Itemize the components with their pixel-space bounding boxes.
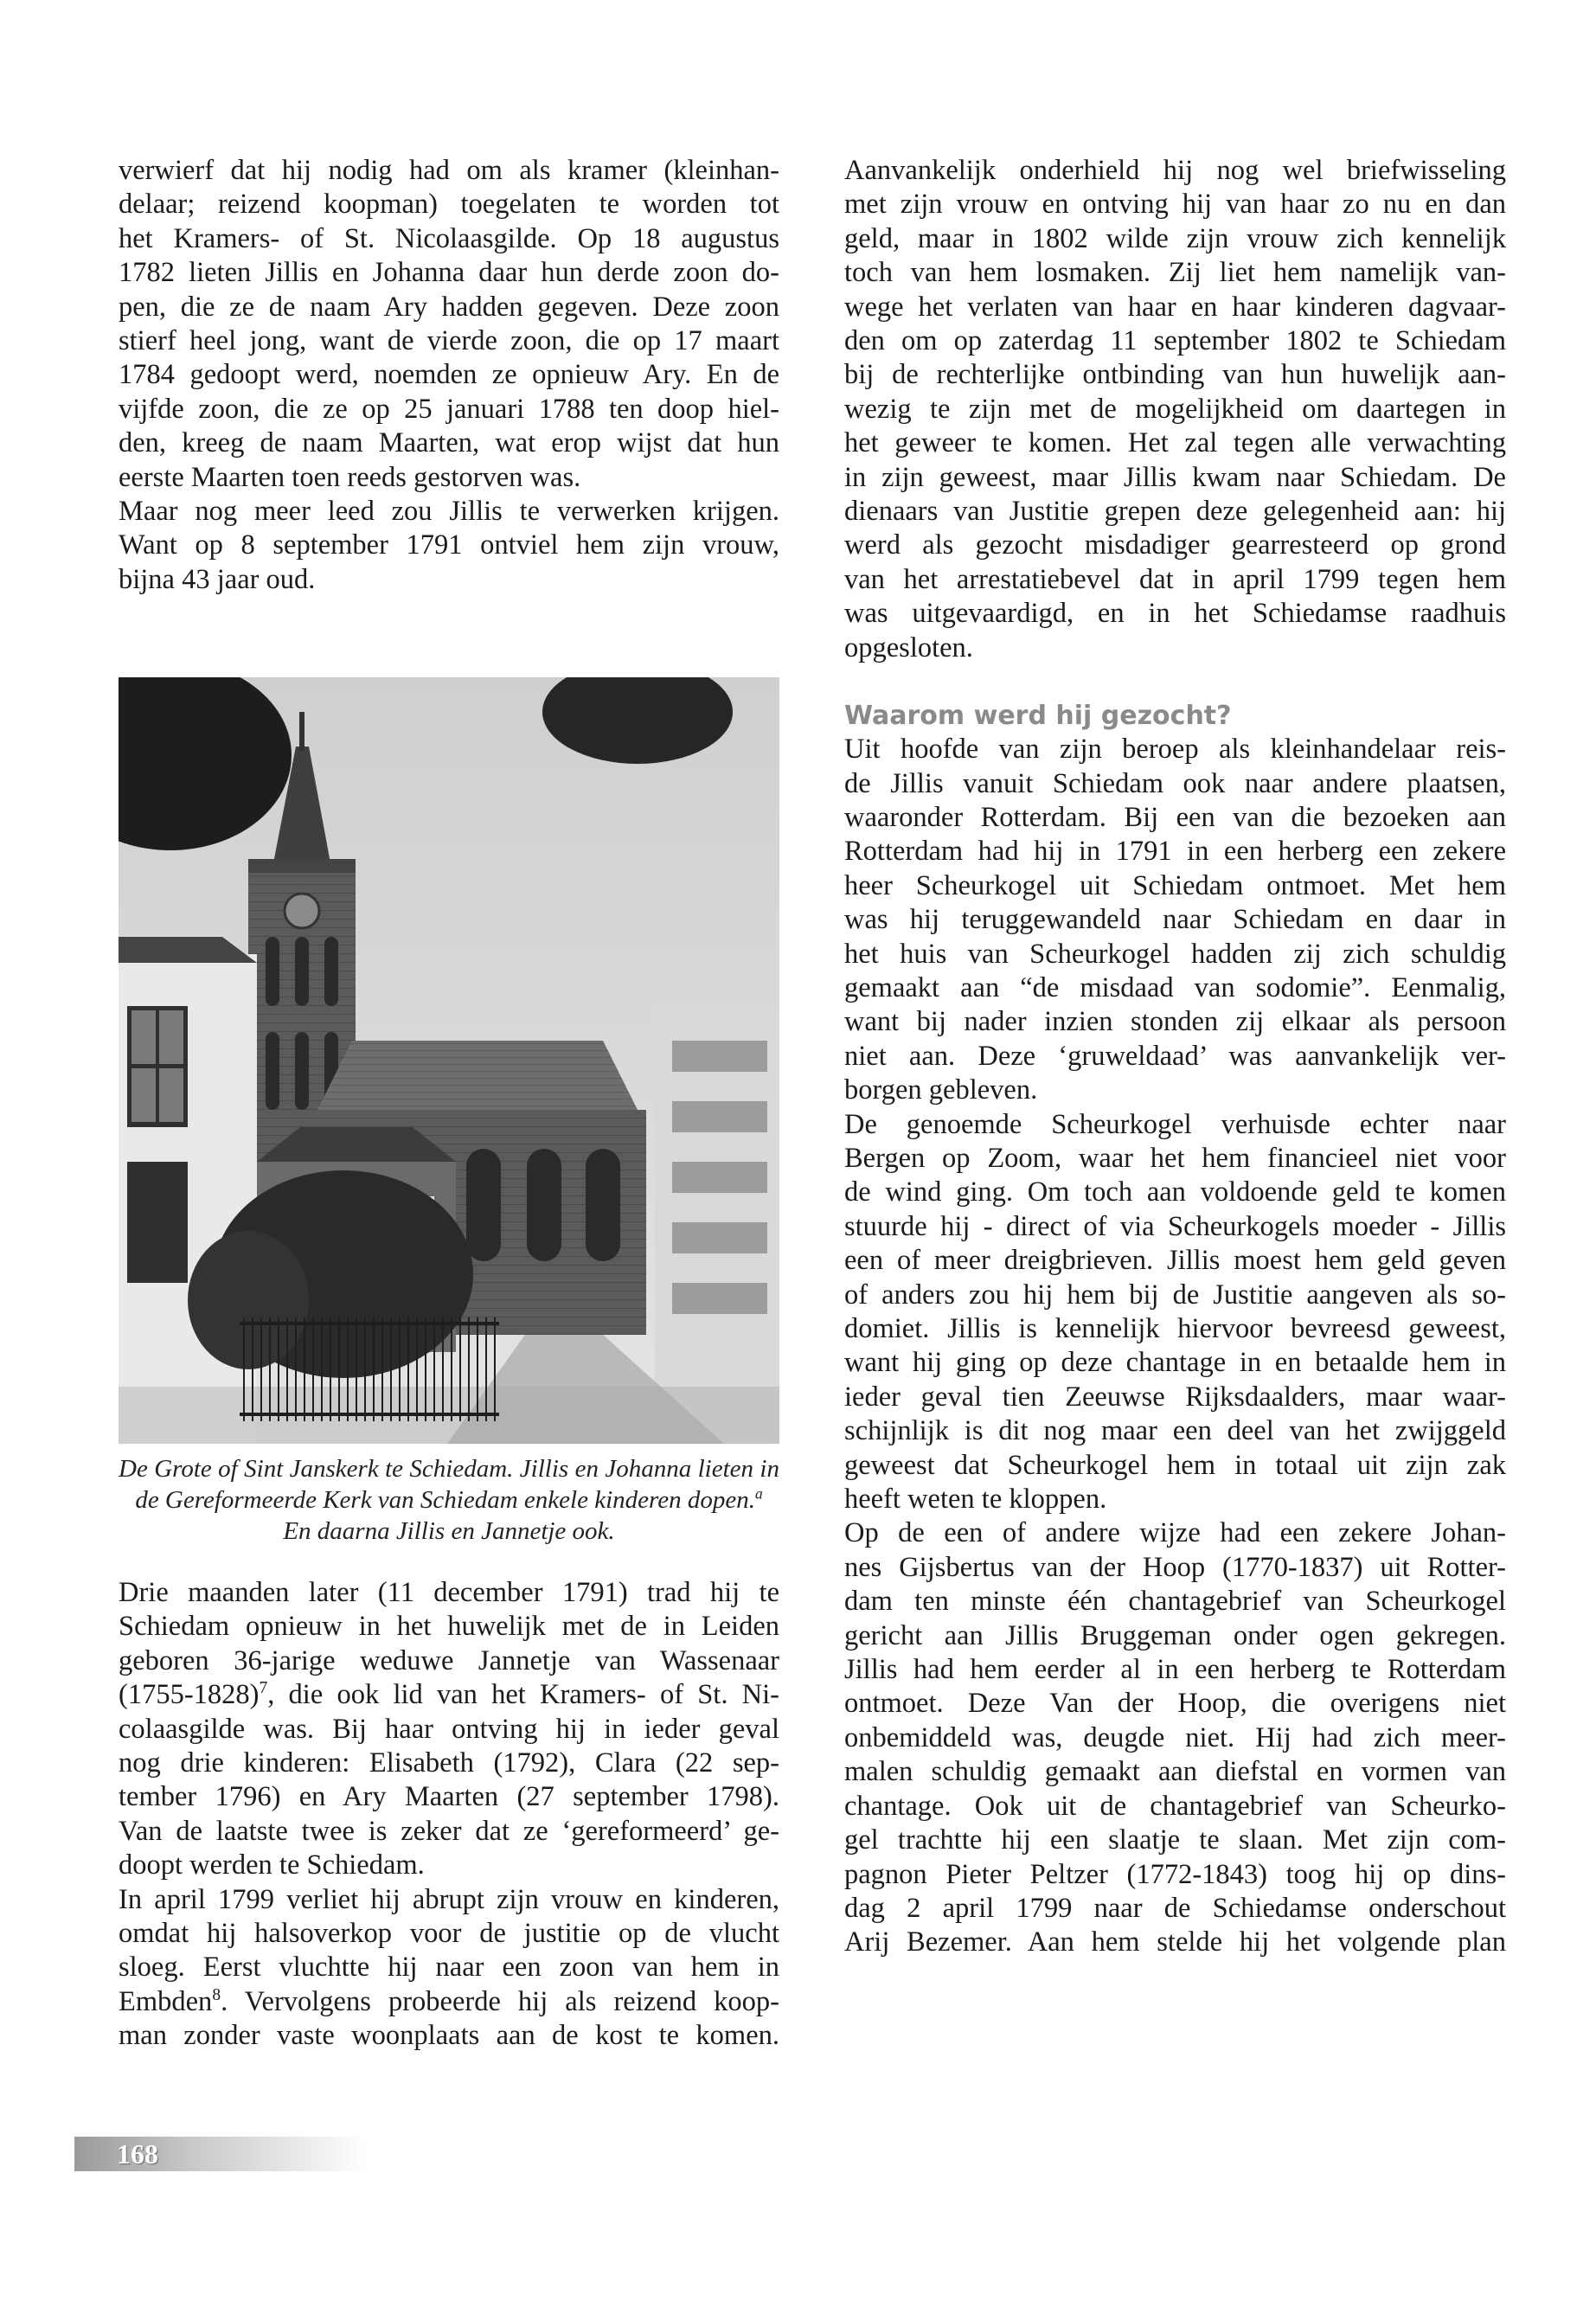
text-line: dienaars van Justitie grepen deze gelegenheid aan: hij <box>844 496 1506 528</box>
text-line: de Jillis vanuit Schiedam ook naar andere plaatsen, <box>844 767 1506 799</box>
text-line: opgesloten. <box>844 631 973 663</box>
text-line: stierf heel jong, want de vierde zoon, die op 17 maart <box>119 325 779 357</box>
text-line: man zonder vaste woonplaats aan de kost te komen. <box>119 2020 779 2052</box>
text-line: doopt werden te Schiedam. <box>119 1849 425 1881</box>
text-line: want hij ging op deze chantage in en betaalde hem in <box>844 1347 1506 1379</box>
left-column-bottom <box>119 1576 779 2054</box>
text-line: delaar; reizend koopman) toegelaten te worden tot <box>119 189 779 221</box>
text-line: een of meer dreigbrieven. Jillis moest hem geld geven <box>844 1245 1506 1277</box>
text-line: waaronder Rotterdam. Bij een van die bezoeken aan <box>844 801 1506 833</box>
text-line: het Kramers- of St. Nicolaasgilde. Op 18 augustus <box>119 222 779 254</box>
caption-text: de Gereformeerde Kerk van Schiedam enkele kinderen dopen. <box>135 1486 755 1514</box>
text-line: colaasgilde was. Bij haar ontving hij in ieder geval <box>119 1713 779 1745</box>
text-line: onbemiddeld was, deugde niet. Hij had zich meer- <box>844 1721 1506 1753</box>
text-span: Embden <box>119 1985 213 2017</box>
caption-line <box>119 1484 779 1516</box>
text-line: domiet. Jillis is kennelijk hiervoor bevreesd geweest, <box>844 1313 1506 1344</box>
page-number: 168 <box>117 2138 158 2170</box>
text-line: Want op 8 september 1791 ontviel hem zijn vrouw, <box>119 529 779 561</box>
text-line: borgen gebleven. <box>844 1074 1038 1106</box>
text-line: dag 2 april 1799 naar de Schiedamse onderschout <box>844 1892 1506 1924</box>
text-line: bijna 43 jaar oud. <box>119 563 316 595</box>
text-line: dam ten minste één chantagebrief van Scheurkogel <box>844 1586 1506 1618</box>
text-line: malen schuldig gemaakt aan diefstal en vormen van <box>844 1756 1506 1788</box>
text-line: Uit hoofde van zijn beroep als kleinhandelaar reis- <box>844 734 1506 766</box>
text-line: sloeg. Eerst vluchtte hij naar een zoon van hem in <box>119 1952 779 1984</box>
text-line: want bij nader inzien stonden zij elkaar als persoon <box>844 1006 1506 1038</box>
text-line: Aanvankelijk onderhield hij nog wel briefwisseling <box>844 155 1506 186</box>
text-line: den om op zaterdag 11 september 1802 te Schiedam <box>844 325 1506 357</box>
text-line: bij de rechterlijke ontbinding van hun huwelijk aan- <box>844 359 1506 391</box>
text-line: De genoemde Scheurkogel verhuisde echter naar <box>844 1108 1506 1140</box>
text-line: het geweer te komen. Het zal tegen alle verwachting <box>844 427 1506 459</box>
text-line: 1784 gedoopt werd, noemden ze opnieuw Ary. En de <box>119 359 779 391</box>
text-line: Rotterdam had hij in 1791 in een herberg een zekere <box>844 836 1506 868</box>
text-line: Van de laatste twee is zeker dat ze ‘gereformeerd’ ge- <box>119 1815 779 1847</box>
text-line: 1782 lieten Jillis en Johanna daar hun derde zoon do- <box>119 257 779 289</box>
text-line: geboren 36-jarige weduwe Jannetje van Wassenaar <box>119 1644 779 1676</box>
text-span: , die ook lid van het Kramers- of St. Ni- <box>267 1679 779 1711</box>
text-line: gel trachtte hij een slaatje te slaan. Met zijn com- <box>844 1824 1506 1856</box>
caption-note-marker: a <box>754 1484 763 1503</box>
text-line: geweest dat Scheurkogel hem in totaal uit zijn zak <box>844 1449 1506 1481</box>
caption-line: En daarna Jillis en Jannetje ook. <box>283 1517 615 1545</box>
text-line <box>119 1985 779 2019</box>
text-line: gericht aan Jillis Bruggeman onder ogen gekregen. <box>844 1619 1506 1651</box>
section-heading: Waarom werd hij gezocht? <box>844 701 1232 732</box>
text-line: werd als gezocht misdadiger gearresteerd op grond <box>844 529 1506 561</box>
text-line: met zijn vrouw en ontving hij van haar zo nu en dan <box>844 189 1506 221</box>
text-line: toch van hem losmaken. Zij liet hem namelijk van- <box>844 257 1506 289</box>
text-line: wezig te zijn met de mogelijkheid om daartegen in <box>844 393 1506 425</box>
text-line: schijnlijk is dit nog maar een deel van het zwijggeld <box>844 1415 1506 1447</box>
text-line: stuurde hij - direct of via Scheurkogels moeder - Jillis <box>844 1210 1506 1242</box>
text-span: (1755-1828) <box>119 1679 260 1711</box>
church-photo <box>119 677 779 1444</box>
text-line: vijfde zoon, die ze op 25 januari 1788 ten doop hiel- <box>119 393 779 425</box>
text-line: verwierf dat hij nodig had om als kramer (kleinhan- <box>119 155 779 186</box>
text-line: tember 1796) en Ary Maarten (27 september 1798). <box>119 1781 779 1813</box>
text-line: nes Gijsbertus van der Hoop (1770-1837) uit Rotter- <box>844 1551 1506 1583</box>
footnote-marker: 8 <box>212 1986 221 2005</box>
text-line: pagnon Pieter Peltzer (1772-1843) toog hij op dins- <box>844 1858 1506 1890</box>
text-line: In april 1799 verliet hij abrupt zijn vrouw en kinderen, <box>119 1883 779 1915</box>
text-line: van het arrestatiebevel dat in april 1799 tegen hem <box>844 563 1506 595</box>
text-line: in zijn geweest, maar Jillis kwam naar Schiedam. De <box>844 461 1506 493</box>
text-line: eerste Maarten toen reeds gestorven was. <box>119 461 581 493</box>
text-line: ontmoet. Deze Van der Hoop, die overigens niet <box>844 1688 1506 1720</box>
text-line: niet aan. Deze ‘gruweldaad’ was aanvankelijk ver- <box>844 1040 1506 1072</box>
text-line: Maar nog meer leed zou Jillis te verwerken krijgen. <box>119 496 779 528</box>
text-line <box>119 1678 779 1712</box>
text-line: Drie maanden later (11 december 1791) trad hij te <box>119 1577 779 1608</box>
text-line: heeft weten te kloppen. <box>844 1484 1107 1516</box>
section-spacer <box>844 665 1506 699</box>
text-line: de wind ging. Om toch aan voldoende geld te komen <box>844 1176 1506 1208</box>
text-line: was uitgevaardigd, en in het Schiedamse raadhuis <box>844 598 1506 630</box>
caption-line: De Grote of Sint Janskerk te Schiedam. Jillis en Johanna lieten in <box>119 1455 779 1483</box>
text-line: ieder geval tien Zeeuwse Rijksdaalders, maar waar- <box>844 1381 1506 1413</box>
text-line: chantage. Ook uit de chantagebrief van Scheurko- <box>844 1790 1506 1822</box>
text-line: Bergen op Zoom, waar het hem financieel niet voor <box>844 1142 1506 1174</box>
text-line: Schiedam opnieuw in het huwelijk met de in Leiden <box>119 1611 779 1643</box>
text-line: wege het verlaten van haar en haar kinderen dagvaar- <box>844 291 1506 323</box>
text-line: Arij Bezemer. Aan hem stelde hij het volgende plan <box>844 1926 1506 1958</box>
text-span: . Vervolgens probeerde hij als reizend koop- <box>221 1985 779 2017</box>
text-line: heer Scheurkogel uit Schiedam ontmoet. Met hem <box>844 869 1506 901</box>
text-line: gemaakt aan “de misdaad van sodomie”. Eenmalig, <box>844 971 1506 1003</box>
text-line: den, kreeg de naam Maarten, wat erop wijst dat hun <box>119 427 779 459</box>
text-line: Jillis had hem eerder al in een herberg te Rotterdam <box>844 1654 1506 1686</box>
photo-caption <box>119 1453 779 1547</box>
footnote-marker: 7 <box>259 1679 268 1698</box>
text-line: omdat hij halsoverkop voor de justitie op de vlucht <box>119 1918 779 1950</box>
text-line: of anders zou hij hem bij de Justitie aangeven als so- <box>844 1279 1506 1311</box>
text-line: Op de een of andere wijze had een zekere Johan- <box>844 1517 1506 1549</box>
text-line: het huis van Scheurkogel hadden zij zich schuldig <box>844 938 1506 970</box>
text-line: nog drie kinderen: Elisabeth (1792), Clara (22 sep- <box>119 1747 779 1779</box>
text-line: geld, maar in 1802 wilde zijn vrouw zich kennelijk <box>844 222 1506 254</box>
left-column-top <box>119 154 779 597</box>
text-line: pen, die ze de naam Ary hadden gegeven. Deze zoon <box>119 291 779 323</box>
text-line: was hij teruggewandeld naar Schiedam en daar in <box>844 904 1506 936</box>
right-column <box>844 154 1506 1960</box>
